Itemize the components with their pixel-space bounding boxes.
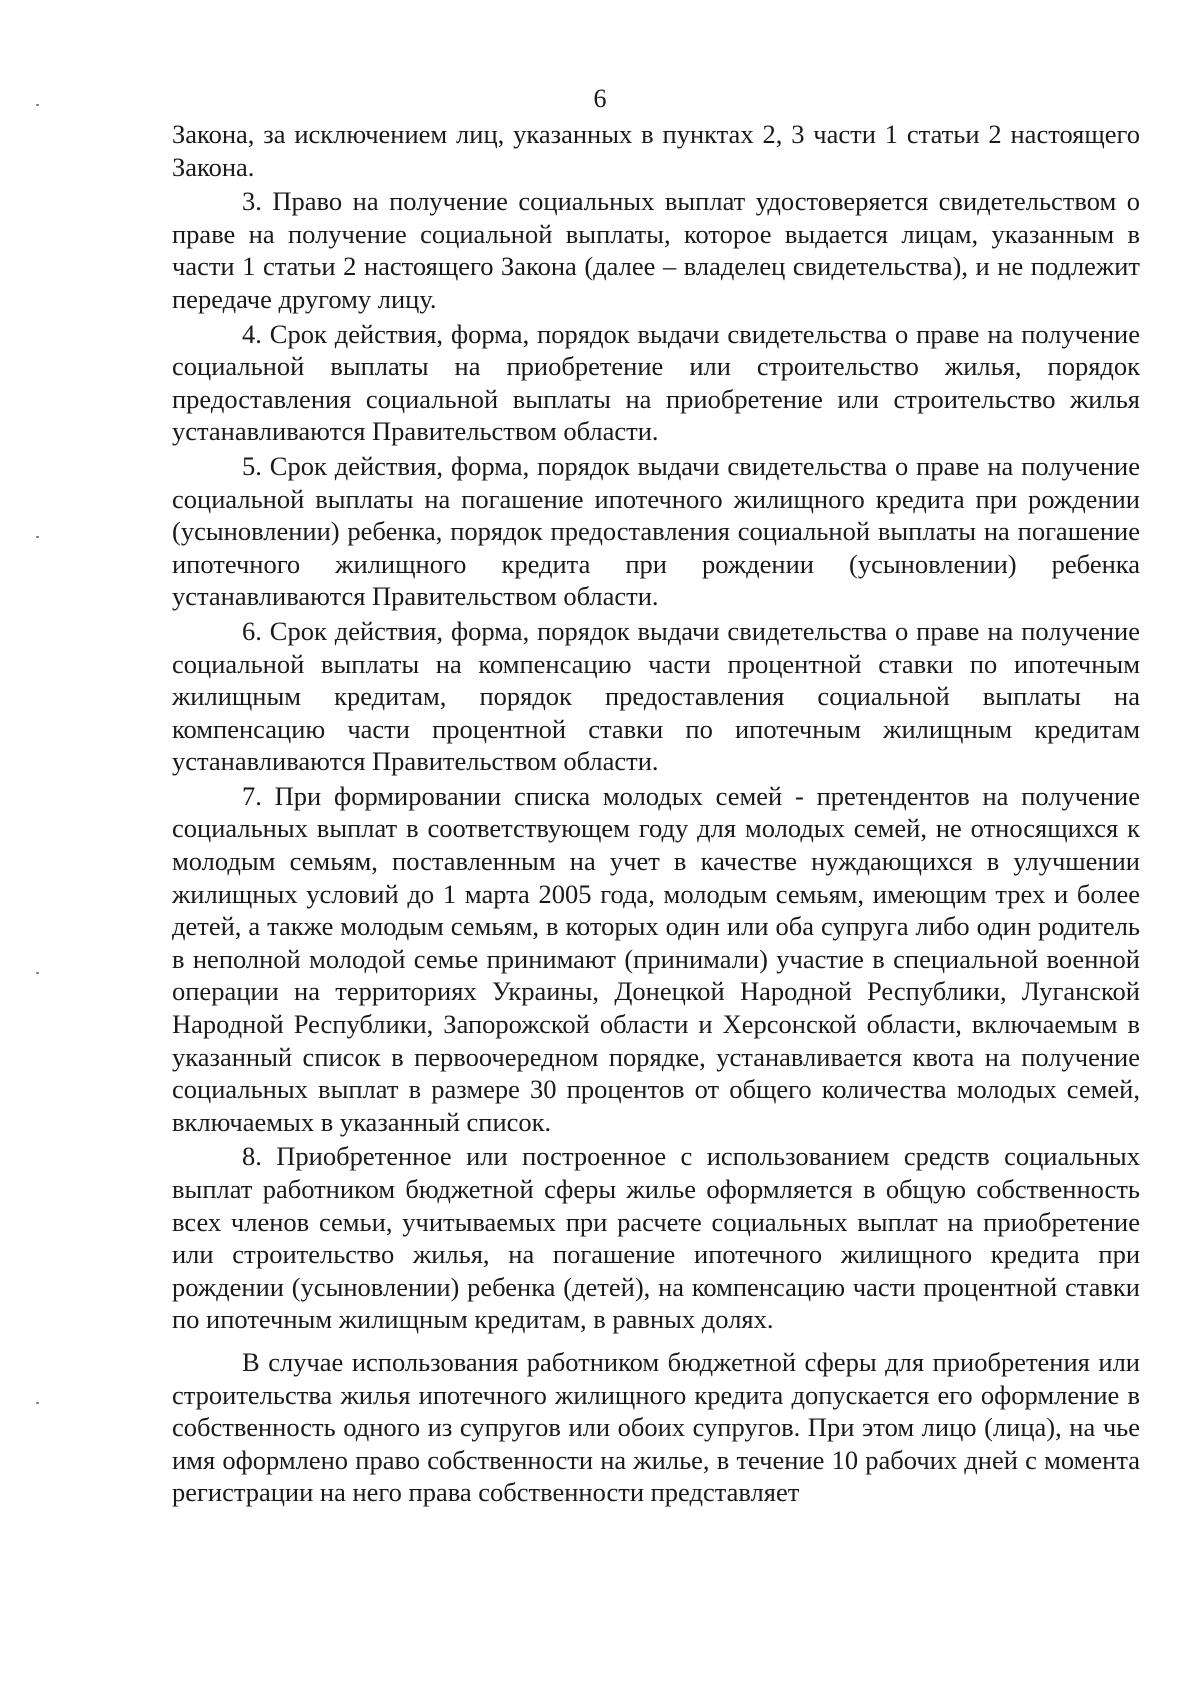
scan-speck xyxy=(36,104,39,106)
paragraph-item-7: 7. При формировании списка молодых семей - претендентов на получение социальных выплат в соответствующем году для молодых семей, не относящихся к молодым семьям, поставленным на учет в качестве нуждающихся в улучшении жилищных условий до 1 марта 2005 года, молодым семьям, имеющим трех и более детей, а также молодым семьям, в которых один или оба супруга либо один родитель в неполной молодой семье принимают (принимали) участие в специальной военной операции на территориях Украины, Донецкой Народной Республики, Луганской Народной Республики, Запорожской области и Херсонской области, включаемым в указанный список в первоочередном порядке, устанавливается квота на получение социальных выплат в размере 30 процентов от общего количества молодых семей, включаемых в указанный список. xyxy=(172,780,1140,1137)
paragraph-item-4: 4. Срок действия, форма, порядок выдачи свидетельства о праве на получение социальной выплаты на приобретение или строительство жилья, порядок предоставления социальной выплаты на приобретение или строительство жилья устанавливаются Правительством области. xyxy=(172,318,1140,447)
scan-speck xyxy=(36,536,39,538)
scan-speck xyxy=(36,972,39,974)
document-body xyxy=(172,118,1140,1511)
paragraph-item-8: 8. Приобретенное или построенное с использованием средств социальных выплат работником бюджетной сферы жилье оформляется в общую собственность всех членов семьи, учитываемых при расчете социальных выплат на приобретение или строительство жилья, на погашение ипотечного жилищного кредита при рождении (усыновлении) ребенка (детей), на компенсацию части процентной ставки по ипотечным жилищным кредитам, в равных долях. xyxy=(172,1141,1140,1335)
paragraph-continuation: Закона, за исключением лиц, указанных в пунктах 2, 3 части 1 статьи 2 настоящего Закона. xyxy=(172,119,1140,182)
paragraph-item-5: 5. Срок действия, форма, порядок выдачи свидетельства о праве на получение социальной выплаты на погашение ипотечного жилищного кредита при рождении (усыновлении) ребенка, порядок предоставления социальной выплаты на погашение ипотечного жилищного кредита при рождении (усыновлении) ребенка устанавливаются Правительством области. xyxy=(172,450,1140,612)
scan-speck xyxy=(36,1402,39,1404)
paragraph-item-6: 6. Срок действия, форма, порядок выдачи свидетельства о праве на получение социальной выплаты на компенсацию части процентной ставки по ипотечным жилищным кредитам, порядок предоставления социальной выплаты на компенсацию части процентной ставки по ипотечным жилищным кредитам устанавливаются Правительством области. xyxy=(172,615,1140,777)
page-number: 6 xyxy=(593,84,607,113)
paragraph-item-8-continued: В случае использования работником бюджетной сферы для приобретения или строительства жилья ипотечного жилищного кредита допускается его оформление в собственность одного из супругов или обоих супругов. При этом лицо (лица), на чье имя оформлено право собственности на жилье, в течение 10 рабочих дней с момента регистрации на него права собственности представляет xyxy=(172,1346,1140,1508)
paragraph-item-3: 3. Право на получение социальных выплат удостоверяется свидетельством о праве на получение социальной выплаты, которое выдается лицам, указанным в части 1 статьи 2 настоящего Закона (далее – владелец свидетельства), и не подлежит передаче другому лицу. xyxy=(172,186,1140,314)
